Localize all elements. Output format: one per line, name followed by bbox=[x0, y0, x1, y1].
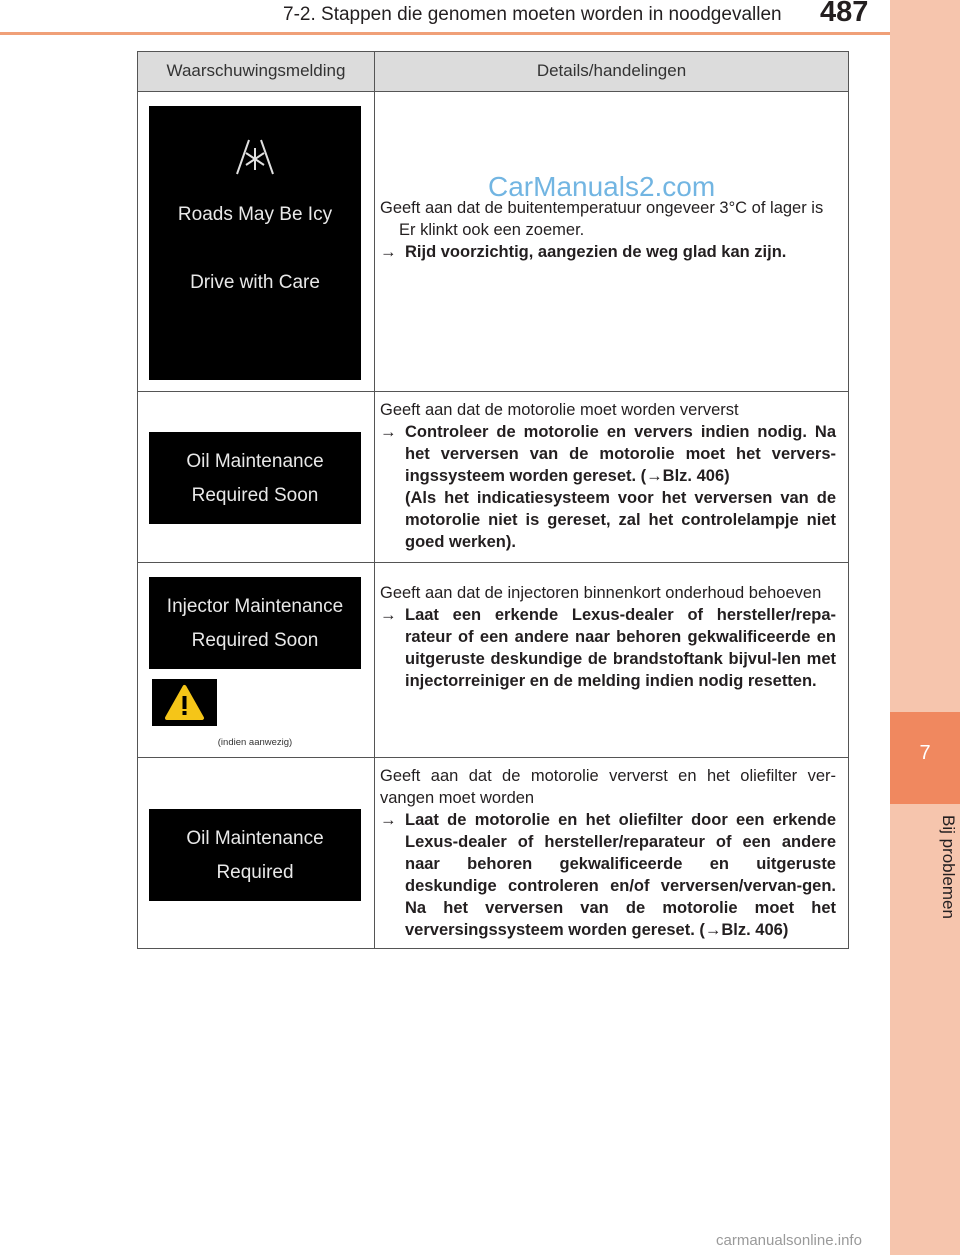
row-3-details bbox=[380, 582, 836, 692]
col-header-warning: Waarschuwingsmelding bbox=[166, 61, 346, 80]
watermark-carmanuals2: CarManuals2.com bbox=[488, 171, 716, 202]
header-rule bbox=[0, 32, 890, 35]
detail-action bbox=[380, 809, 836, 941]
chapter-label: Bij problemen bbox=[939, 815, 958, 919]
icy-roads-display bbox=[149, 106, 361, 380]
detail-action bbox=[380, 241, 836, 263]
display-line-2: Required Soon bbox=[191, 630, 319, 651]
col-header-details: Details/handelingen bbox=[536, 61, 687, 80]
row-divider bbox=[138, 391, 848, 392]
detail-description: Geeft aan dat de motorolie moet worden ververst bbox=[380, 401, 739, 419]
arrow-icon: → bbox=[380, 423, 397, 441]
optional-note: (indien aanwezig) bbox=[217, 737, 293, 748]
display-line-1: Injector Maintenance bbox=[166, 596, 344, 617]
display-line-1: Roads May Be Icy bbox=[177, 204, 333, 225]
arrow-icon: → bbox=[380, 243, 397, 261]
column-divider bbox=[374, 52, 375, 948]
detail-action-note: (Als het indicatiesysteem voor het verversen van de motorolie niet is gereset, zal het controlelampje niet goed werken). bbox=[405, 489, 836, 551]
detail-sub: Er klinkt ook een zoemer. bbox=[399, 221, 585, 239]
page-number: 487 bbox=[820, 0, 869, 28]
row-divider bbox=[138, 757, 848, 758]
watermark-carmanualsonline: carmanualsonline.info bbox=[716, 1232, 862, 1249]
oil-maintenance-soon-display bbox=[149, 432, 361, 524]
row-1-details bbox=[380, 197, 836, 263]
display-line-2: Required bbox=[216, 862, 294, 883]
chapter-number: 7 bbox=[919, 742, 931, 764]
detail-description: Geeft aan dat de injectoren binnenkort onderhoud behoeven bbox=[380, 584, 822, 602]
detail-action bbox=[380, 421, 836, 487]
icy-road-icon bbox=[233, 136, 277, 180]
warning-triangle-icon bbox=[152, 679, 217, 726]
display-line-1: Oil Maintenance bbox=[186, 828, 324, 849]
chapter-side-tab bbox=[890, 0, 960, 1255]
action-text: Rijd voorzichtig, aangezien de weg glad kan zijn. bbox=[405, 243, 787, 261]
detail-description: Geeft aan dat de motorolie ververst en het oliefilter ver-vangen moet worden bbox=[380, 767, 836, 807]
action-text: Controleer de motorolie en ververs indien nodig. Na het verversen van de motorolie moet het ververs-ingssysteem worden gereset. (→Blz. 406) bbox=[405, 423, 836, 485]
action-text: Laat de motorolie en het oliefilter door een erkende Lexus-dealer of hersteller/reparateur of een andere naar behoren gekwalificeerde en uitgeruste deskundige controleren en/of verversen/vervan-gen. Na het verversen van de motorolie moet het verversingssysteem worden gereset. (→Blz. 406) bbox=[405, 811, 836, 939]
detail-description: Geeft aan dat de buitentemperatuur ongeveer 3°C of lager is bbox=[380, 199, 824, 217]
oil-maintenance-required-display bbox=[149, 809, 361, 901]
detail-action bbox=[380, 604, 836, 692]
row-divider bbox=[138, 562, 848, 563]
injector-maintenance-display bbox=[149, 577, 361, 669]
arrow-icon: → bbox=[380, 811, 397, 829]
row-2-details bbox=[380, 399, 836, 553]
warning-display bbox=[152, 679, 217, 726]
action-text: Laat een erkende Lexus-dealer of hersteller/repa-rateur of een andere naar behoren gekwalificeerde en uitgeruste deskundige de brandstoftank bijvul-len met injectorreiniger en de melding indien nodig resetten. bbox=[405, 606, 836, 690]
table-header bbox=[138, 52, 848, 92]
display-line-2: Required Soon bbox=[191, 485, 319, 506]
display-line-1: Oil Maintenance bbox=[186, 451, 324, 472]
page-header-title: 7-2. Stappen die genomen moeten worden in noodgevallen bbox=[283, 4, 782, 25]
row-4-details bbox=[380, 765, 836, 941]
arrow-icon: → bbox=[380, 606, 397, 624]
display-line-2: Drive with Care bbox=[190, 272, 320, 293]
